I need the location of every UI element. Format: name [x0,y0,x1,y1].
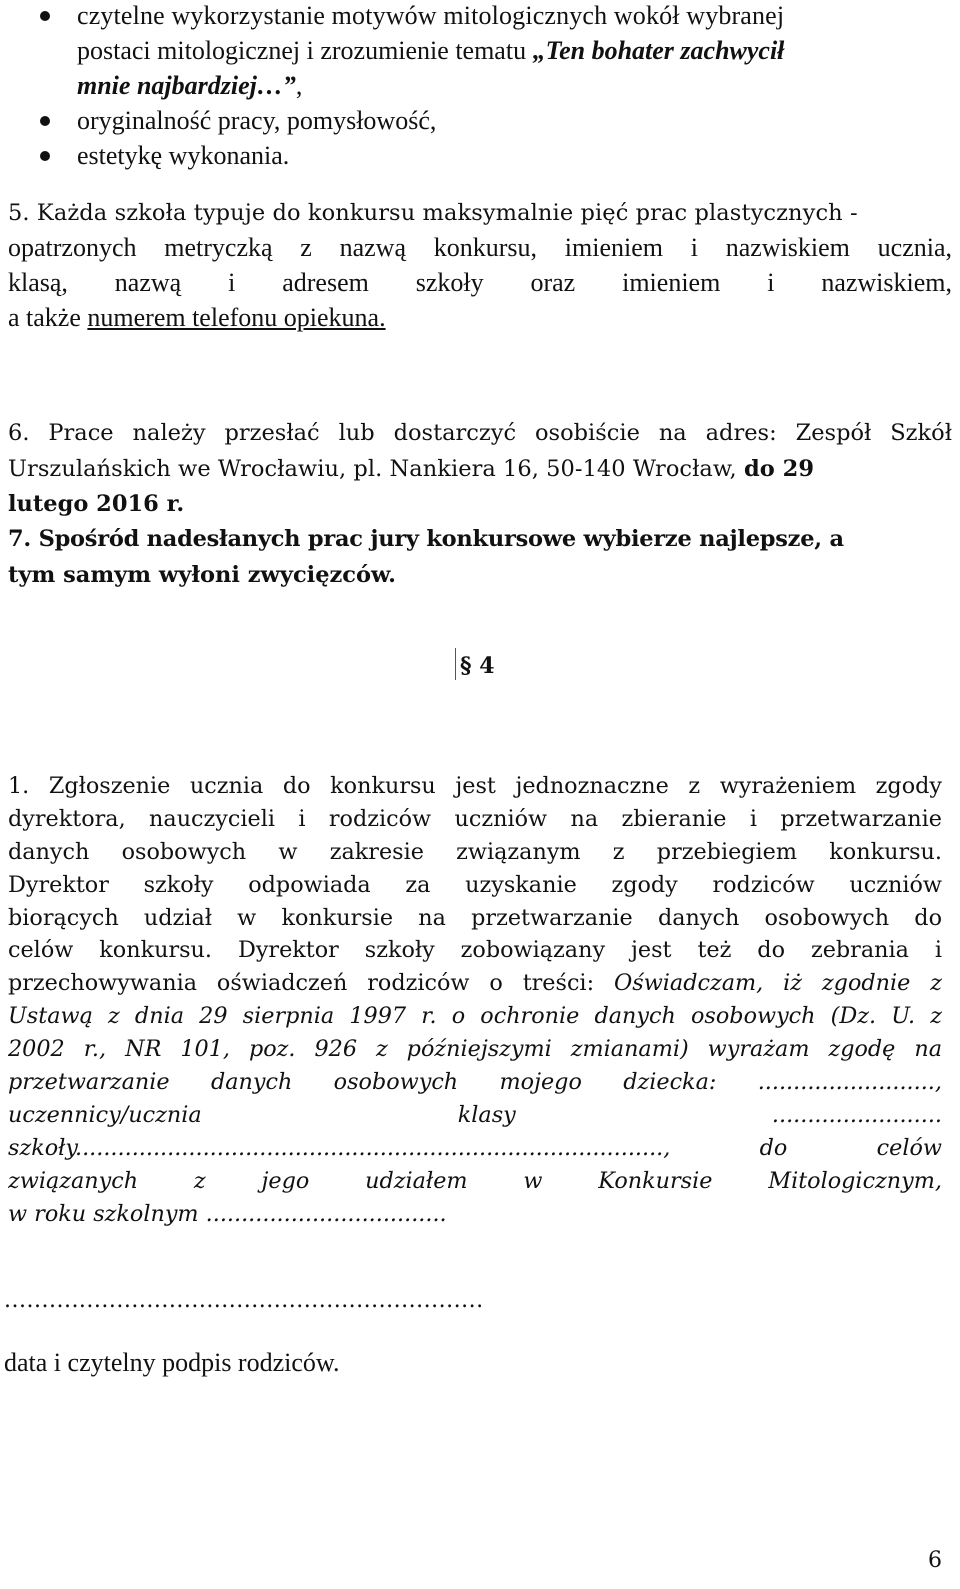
consent-line-1: 1. Zgłoszenie ucznia do konkursu jest jednoznaczne z wyrażeniem zgody [8,773,942,799]
consent-line-9: 2002 r., NR 101, poz. 926 z późniejszymi zmianami) wyrażam zgodę na [8,1036,942,1063]
bullet-icon [40,11,50,21]
consent-line-4: Dyrektor szkoły odpowiada za uzyskanie zgody rodziców uczniów [8,871,942,898]
list-item [0,138,947,173]
page-number: 6 [928,1548,942,1573]
point-6-line-1: 6. Prace należy przesłać lub dostarczyć osobiście na adres: Zespół Szkół [8,420,952,446]
section-heading [455,648,495,680]
criteria-1-line-1: czytelne wykorzystanie motywów mitologicznych wokół wybranej [77,1,785,30]
point-5-text: a także [8,303,88,332]
consent-line-14: w roku szkolnym .................................. [8,1200,447,1227]
consent-line-7 [8,967,942,1000]
consent-line-3: danych osobowych w zakresie związanym z przebiegiem konkursu. [8,838,942,865]
guardian-phone-requirement: numerem telefonu opiekuna. [87,303,386,332]
criteria-1-line-3 [77,68,947,103]
consent-line-6: celów konkursu. Dyrektor szkoły zobowiązany jest też do zebrania i [8,937,942,964]
class-blank: ........................ [771,1101,942,1128]
signature-line: ................................................................ [4,1288,484,1313]
topic-title: „Ten bohater zachwycił [532,36,785,65]
criteria-1-line-2 [77,33,947,68]
point-7 [8,522,952,593]
criteria-1-comma: , [295,71,303,100]
consent-text: przechowywania oświadczeń rodziców o treści: [8,970,614,997]
school-blank: szkoły..................................................................................., [8,1134,671,1161]
section-sign: § [460,653,472,679]
consent-paragraph [8,770,942,1230]
student-label: uczennicy/ucznia [8,1101,202,1128]
consent-line-5: biorących udział w konkursie na przetwarzanie danych osobowych do [8,904,942,931]
declaration-text: Oświadczam, iż zgodnie z [613,970,942,997]
bullet-icon [40,151,50,161]
point-7-line-2: tym samym wyłoni zwycięzców. [8,561,396,588]
point-5-line-3: klasą, nazwą i adresem szkoły oraz imieniem i nazwiskiem, [8,268,952,297]
section-number: 4 [479,653,495,679]
point-6 [8,416,952,523]
deadline: do 29 [743,455,815,482]
bullet-icon [40,116,50,126]
address-text: Urszulańskich we Wrocławiu, pl. Nankiera 16, 50-140 Wrocław, [8,455,744,482]
consent-line-13: związanych z jego udziałem w Konkursie Mitologicznym, [8,1167,942,1194]
criteria-3: estetykę wykonania. [77,141,290,170]
criteria-1-text: postaci mitologicznej i zrozumienie tematu [77,36,533,65]
point-6-line-2 [8,452,952,488]
point-5-line-2: opatrzonych metryczką z nazwą konkursu, imieniem i nazwiskiem ucznia, [8,233,952,262]
point-5-line-4 [8,300,952,335]
consent-word: celów [876,1134,942,1161]
consent-word: do [759,1134,788,1161]
signature-caption: data i czytelny podpis rodziców. [4,1348,340,1377]
point-7-line-1: 7. Spośród nadesłanych prac jury konkursowe wybierze najlepsze, a [8,526,844,552]
deadline-date: lutego 2016 r. [8,491,185,518]
topic-title-end: mnie najbardziej…” [77,71,296,100]
list-item [0,103,947,138]
class-label: klasy [457,1101,516,1128]
list-item [0,0,947,103]
consent-line-12 [8,1132,942,1165]
consent-line-8: Ustawą z dnia 29 sierpnia 1997 r. o ochronie danych osobowych (Dz. U. z [8,1003,942,1030]
point-5 [8,196,952,232]
consent-line-2: dyrektora, nauczycieli i rodziców uczniów na zbieranie i przetwarzanie [8,805,942,832]
criteria-2: oryginalność pracy, pomysłowość, [77,106,437,135]
point-5-body [8,230,952,335]
consent-line-11 [8,1099,942,1132]
consent-line-10: przetwarzanie danych osobowych mojego dziecka: ........................., [8,1069,942,1096]
point-5-line-1: 5. Każda szkoła typuje do konkursu maksymalnie pięć prac plastycznych - [8,200,858,226]
